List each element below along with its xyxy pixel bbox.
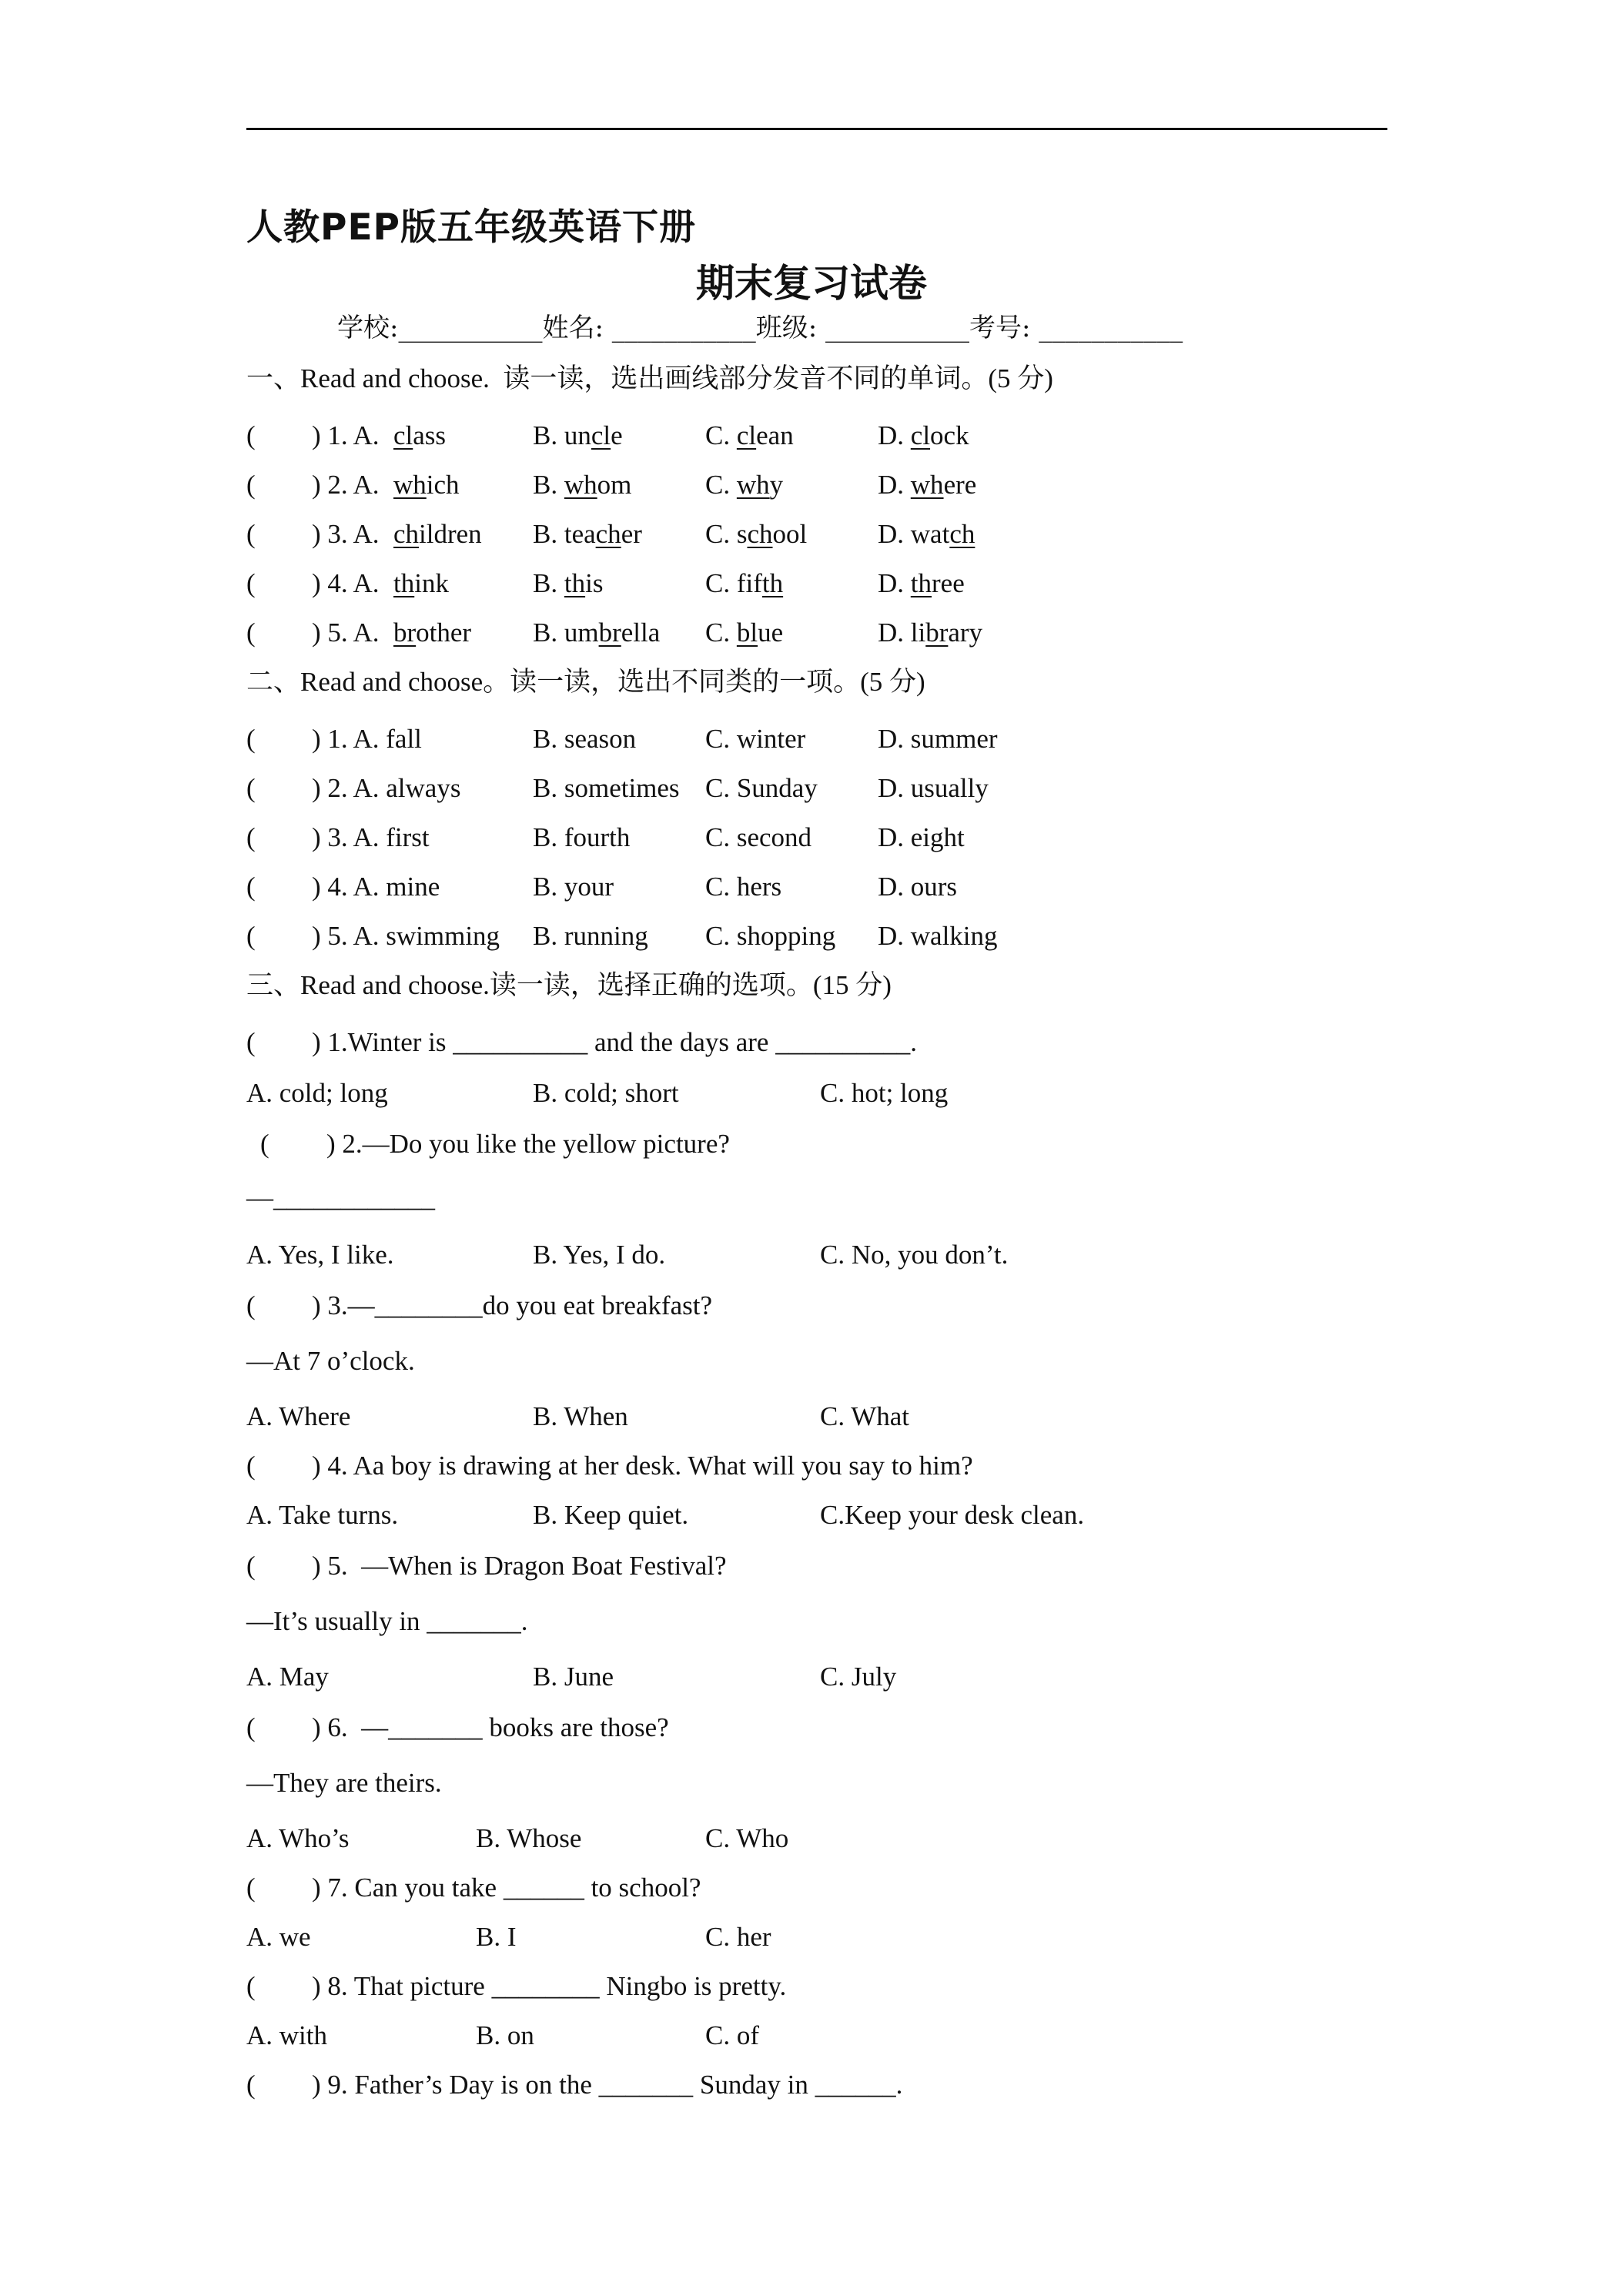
option-b: B. your	[533, 872, 614, 902]
item-number: ) 5. A.	[312, 618, 387, 648]
question-text: ) 6. —_______ books are those?	[312, 1712, 669, 1742]
question-text: ) 1.Winter is __________ and the days are __________.	[312, 1027, 917, 1057]
option-b: B. Whose	[476, 1823, 582, 1853]
option-a	[393, 422, 446, 449]
option-b: B. season	[533, 724, 637, 754]
option-a: A. we	[246, 1922, 311, 1952]
word-part: B. um	[533, 618, 599, 648]
option-c: C. July	[820, 1662, 897, 1692]
question-text: ) 2.—Do you like the yellow picture?	[326, 1129, 730, 1159]
word-part: D. wat	[878, 519, 950, 549]
option-c	[705, 570, 783, 597]
option-d	[878, 422, 969, 449]
option-c	[705, 619, 783, 646]
underlined-letters: th	[564, 568, 586, 598]
option-b: B. Keep quiet.	[533, 1500, 689, 1530]
option-d: D. eight	[878, 822, 965, 852]
option-d	[878, 471, 976, 498]
option-c: C. of	[705, 2020, 759, 2050]
option-a: ) 2. A. always	[312, 773, 461, 803]
word-part: is	[585, 568, 604, 598]
option-c: C. winter	[705, 724, 806, 754]
underlined-letters: ch	[949, 519, 975, 549]
word-part: B.	[533, 470, 564, 500]
word-part: ass	[413, 420, 447, 450]
option-a: A. May	[246, 1662, 329, 1692]
underlined-letters: wh	[564, 470, 597, 500]
answer-paren: (	[246, 822, 256, 852]
option-d: D. usually	[878, 773, 989, 803]
option-a: ) 4. A. mine	[312, 872, 440, 902]
option-b: B. fourth	[533, 822, 631, 852]
word-part: D.	[878, 470, 911, 500]
word-part: ree	[932, 568, 965, 598]
answer-paren: (	[246, 724, 256, 754]
option-d: D. ours	[878, 872, 958, 902]
option-b: B. I	[476, 1922, 517, 1952]
answer-paren: (	[246, 1551, 256, 1581]
word-part: other	[416, 618, 472, 648]
word-part: C. s	[705, 519, 748, 549]
underlined-letters: th	[761, 568, 784, 598]
option-a	[393, 619, 471, 646]
option-c: C. shopping	[705, 921, 836, 951]
option-c: C. her	[705, 1922, 771, 1952]
option-b	[533, 422, 623, 449]
question-text: ) 3.—________do you eat breakfast?	[312, 1290, 712, 1320]
word-part: D. li	[878, 618, 926, 648]
answer-paren: (	[246, 470, 256, 500]
word-part: B. un	[533, 420, 591, 450]
answer-paren: (	[246, 1451, 256, 1481]
option-a: A. Yes, I like.	[246, 1240, 394, 1270]
option-b	[533, 471, 631, 498]
underlined-letters: ch	[393, 519, 420, 549]
option-b: B. When	[533, 1401, 628, 1431]
item-number: ) 3. A.	[312, 519, 387, 549]
word-part: ue	[758, 618, 784, 648]
option-c	[705, 471, 783, 498]
part3-heading: 三、Read and choose.读一读，选择正确的选项。(15 分)	[246, 970, 892, 1000]
underlined-letters: cl	[736, 420, 757, 450]
question-reply: —It’s usually in _______.	[246, 1606, 528, 1636]
option-a: A. cold; long	[246, 1078, 388, 1108]
option-c: C.Keep your desk clean.	[820, 1500, 1085, 1530]
word-part: ink	[414, 568, 449, 598]
word-part: ich	[426, 470, 460, 500]
underlined-letters: th	[393, 568, 415, 598]
option-a: A. with	[246, 2020, 327, 2050]
page-subtitle: 期末复习试卷	[696, 261, 927, 306]
option-c: C. Who	[705, 1823, 789, 1853]
item-number: ) 2. A.	[312, 470, 387, 500]
option-b: B. cold; short	[533, 1078, 679, 1108]
answer-paren: (	[246, 420, 256, 450]
option-c: C. hot; long	[820, 1078, 949, 1108]
question-text: ) 4. Aa boy is drawing at her desk. What will you say to him?	[312, 1451, 973, 1481]
option-c: C. hers	[705, 872, 782, 902]
option-b	[533, 619, 660, 646]
option-d	[878, 619, 982, 646]
answer-paren: (	[246, 618, 256, 648]
underlined-letters: br	[393, 618, 417, 648]
answer-paren: (	[246, 872, 256, 902]
option-a: ) 3. A. first	[312, 822, 430, 852]
underlined-letters: cl	[393, 420, 413, 450]
answer-paren: (	[246, 1027, 256, 1057]
underlined-letters: br	[925, 618, 949, 648]
option-a: A. Who’s	[246, 1823, 350, 1853]
option-b	[533, 520, 642, 547]
option-c: C. second	[705, 822, 812, 852]
option-c: C. Sunday	[705, 773, 818, 803]
answer-paren: (	[246, 921, 256, 951]
option-b: B. sometimes	[533, 773, 680, 803]
option-d: D. walking	[878, 921, 998, 951]
word-part: ock	[930, 420, 969, 450]
option-b: B. Yes, I do.	[533, 1240, 666, 1270]
word-part: C.	[705, 420, 737, 450]
word-part: ool	[772, 519, 808, 549]
option-d	[878, 570, 965, 597]
word-part: er	[621, 519, 642, 549]
answer-paren: (	[246, 1290, 256, 1320]
option-c: C. No, you don’t.	[820, 1240, 1009, 1270]
word-part: C.	[705, 470, 737, 500]
part2-heading: 二、Read and choose。读一读，选出不同类的一项。(5 分)	[246, 667, 925, 697]
underlined-letters: cl	[910, 420, 931, 450]
option-b	[533, 570, 603, 597]
student-info-line: 学校:___________姓名: ___________班级: ___________考号: ___________	[337, 313, 1183, 343]
page-title: 人教PEP版五年级英语下册	[246, 206, 696, 249]
question-reply: —They are theirs.	[246, 1768, 442, 1798]
part1-heading: 一、Read and choose. 读一读，选出画线部分发音不同的单词。(5 分)	[246, 363, 1053, 393]
underlined-letters: ch	[747, 519, 773, 549]
answer-paren: (	[260, 1129, 269, 1159]
underlined-letters: wh	[393, 470, 427, 500]
option-b: B. running	[533, 921, 648, 951]
option-b: B. June	[533, 1662, 614, 1692]
word-part: B.	[533, 568, 564, 598]
underlined-letters: br	[598, 618, 621, 648]
option-a	[393, 570, 449, 597]
answer-line: —____________	[246, 1183, 435, 1213]
word-part: D.	[878, 420, 911, 450]
word-part: ere	[943, 470, 977, 500]
underlined-letters: th	[910, 568, 932, 598]
option-a	[393, 520, 482, 547]
word-part: ildren	[419, 519, 482, 549]
answer-paren: (	[246, 1873, 256, 1903]
option-c: C. What	[820, 1401, 910, 1431]
option-c	[705, 520, 807, 547]
answer-paren: (	[246, 773, 256, 803]
question-text: ) 5. —When is Dragon Boat Festival?	[312, 1551, 727, 1581]
word-part: ean	[756, 420, 794, 450]
word-part: y	[769, 470, 784, 500]
answer-paren: (	[246, 568, 256, 598]
underlined-letters: wh	[910, 470, 944, 500]
word-part: e	[611, 420, 623, 450]
item-number: ) 4. A.	[312, 568, 387, 598]
option-d	[878, 520, 975, 547]
answer-paren: (	[246, 519, 256, 549]
word-part: B. tea	[533, 519, 596, 549]
underlined-letters: bl	[736, 618, 758, 648]
word-part: om	[597, 470, 632, 500]
answer-paren: (	[246, 1971, 256, 2001]
word-part: C. fif	[705, 568, 762, 598]
item-number: ) 1. A.	[312, 420, 387, 450]
question-text: ) 7. Can you take ______ to school?	[312, 1873, 701, 1903]
word-part: ella	[621, 618, 661, 648]
header-rule	[246, 128, 1387, 130]
word-part: D.	[878, 568, 911, 598]
question-text: ) 9. Father’s Day is on the _______ Sunday in ______.	[312, 2070, 903, 2100]
question-reply: —At 7 o’clock.	[246, 1346, 415, 1376]
underlined-letters: cl	[591, 420, 611, 450]
option-a	[393, 471, 460, 498]
question-text: ) 8. That picture ________ Ningbo is pretty.	[312, 1971, 787, 2001]
answer-paren: (	[246, 1712, 256, 1742]
option-a: A. Take turns.	[246, 1500, 399, 1530]
option-a: ) 1. A. fall	[312, 724, 422, 754]
option-c	[705, 422, 794, 449]
option-d: D. summer	[878, 724, 998, 754]
underlined-letters: ch	[595, 519, 621, 549]
option-a: ) 5. A. swimming	[312, 921, 500, 951]
word-part: C.	[705, 618, 737, 648]
option-a: A. Where	[246, 1401, 351, 1431]
word-part: ary	[948, 618, 983, 648]
underlined-letters: wh	[736, 470, 770, 500]
answer-paren: (	[246, 2070, 256, 2100]
option-b: B. on	[476, 2020, 534, 2050]
